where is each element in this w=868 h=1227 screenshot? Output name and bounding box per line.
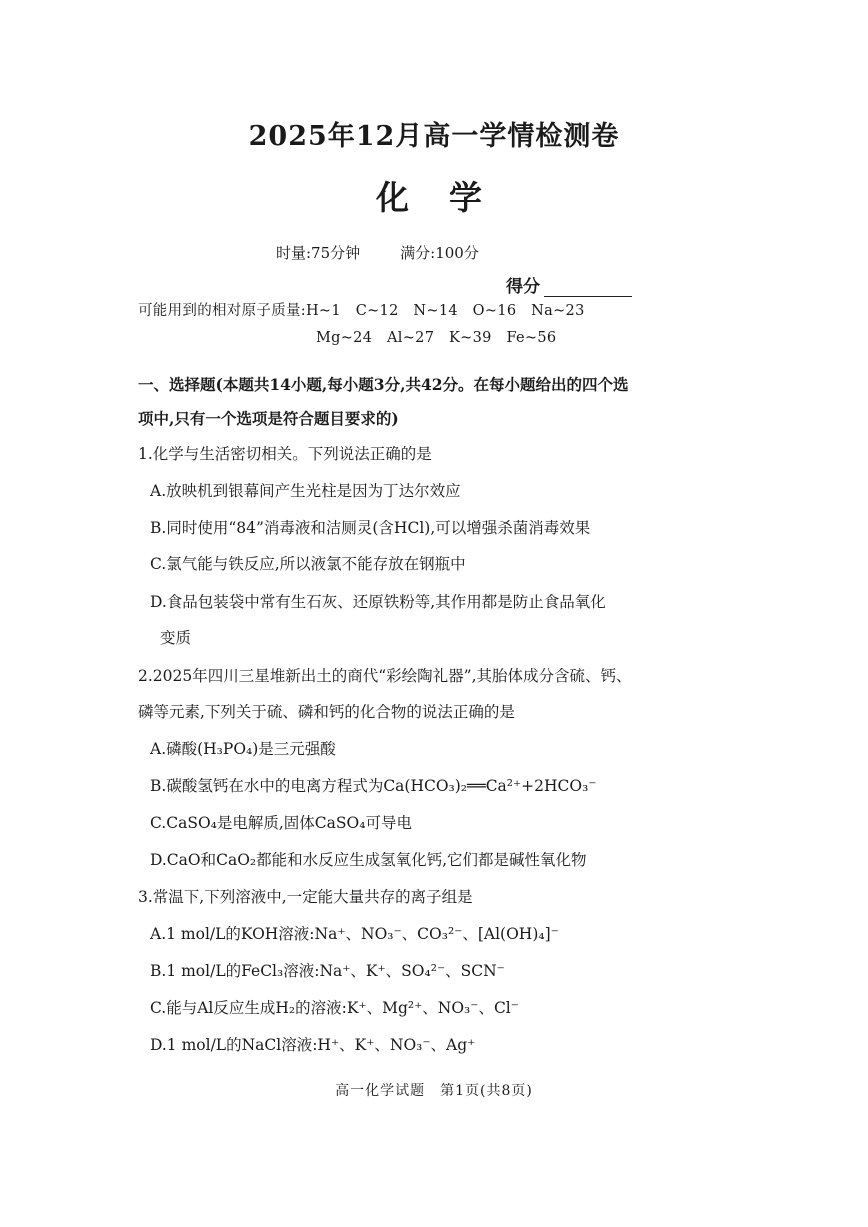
question-3-option-a: A.1 mol/L的KOH溶液:Na⁺、NO₃⁻、CO₃²⁻、[Al(OH)₄]⁻ — [150, 925, 559, 943]
time-limit: 时量:75分钟 — [276, 244, 361, 262]
section-heading: 一、选择题(本题共14小题,每小题3分,共42分。在每小题给出的四个选项中,只有一个选项是符合题目要求的) — [138, 375, 629, 428]
question-2-option-c: C.CaSO₄是电解质,固体CaSO₄可导电 — [150, 814, 412, 832]
question-1-option-d-cont: 变质 — [160, 629, 192, 647]
atomic-masses-line1: 可能用到的相对原子质量:H~1 C~12 N~14 O~16 Na~23 — [138, 303, 585, 319]
question-3-option-b: B.1 mol/L的FeCl₃溶液:Na⁺、K⁺、SO₄²⁻、SCN⁻ — [150, 962, 505, 980]
atomic-masses-line2: Mg~24 Al~27 K~39 Fe~56 — [316, 330, 557, 346]
question-2-option-d: D.CaO和CaO₂都能和水反应生成氢氧化钙,它们都是碱性氧化物 — [150, 851, 587, 869]
subject-heading: 化学 — [376, 178, 522, 217]
score-box[interactable] — [506, 272, 632, 297]
page-footer: 高一化学试题 第1页(共8页) — [335, 1083, 533, 1099]
question-2-stem-line1: 2.2025年四川三星堆新出土的商代“彩绘陶礼器”,其胎体成分含硫、钙、 — [138, 667, 632, 685]
question-1-option-b: B.同时使用“84”消毒液和洁厕灵(含HCl),可以增强杀菌消毒效果 — [150, 519, 591, 537]
question-2-option-b: B.碳酸氢钙在水中的电离方程式为Ca(HCO₃)₂══Ca²⁺+2HCO₃⁻ — [150, 777, 597, 795]
question-2-stem-line2: 磷等元素,下列关于硫、磷和钙的化合物的说法正确的是 — [138, 703, 515, 721]
question-1-option-d: D.食品包装袋中常有生石灰、还原铁粉等,其作用都是防止食品氧化 — [150, 593, 606, 611]
score-blank-line[interactable] — [544, 282, 632, 297]
full-score: 满分:100分 — [400, 244, 479, 262]
question-3-option-c: C.能与Al反应生成H₂的溶液:K⁺、Mg²⁺、NO₃⁻、Cl⁻ — [150, 999, 519, 1017]
exam-title: 2025年12月高一学情检测卷 — [248, 121, 620, 152]
question-1-stem: 1.化学与生活密切相关。下列说法正确的是 — [138, 445, 432, 463]
question-3-stem: 3.常温下,下列溶液中,一定能大量共存的离子组是 — [138, 888, 473, 906]
question-3-option-d: D.1 mol/L的NaCl溶液:H⁺、K⁺、NO₃⁻、Ag⁺ — [150, 1036, 476, 1054]
question-1-option-c: C.氯气能与铁反应,所以液氯不能存放在钢瓶中 — [150, 555, 466, 573]
question-1-option-a: A.放映机到银幕间产生光柱是因为丁达尔效应 — [150, 482, 461, 500]
question-2-option-a: A.磷酸(H₃PO₄)是三元强酸 — [150, 740, 336, 758]
score-label: 得分 — [506, 277, 540, 297]
exam-info — [276, 242, 519, 263]
